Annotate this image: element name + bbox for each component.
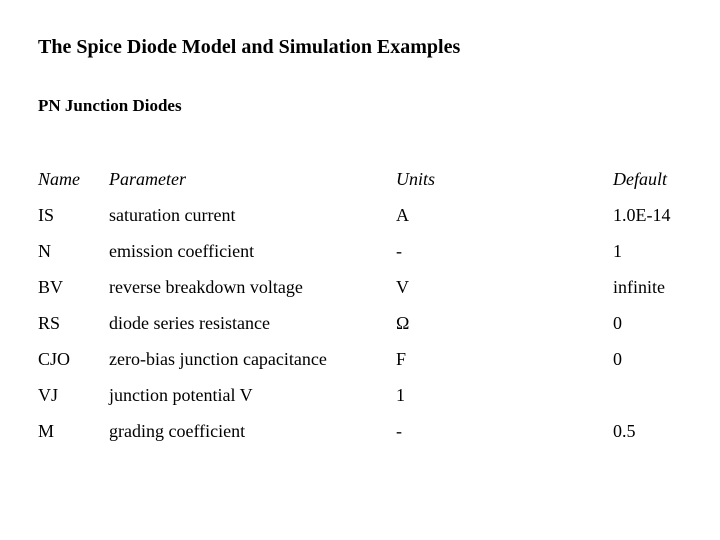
row-units: Ω (396, 313, 410, 333)
row-default: 0.5 (613, 421, 636, 441)
row-name: CJO (38, 349, 71, 369)
row-name: BV (38, 277, 64, 297)
header-default: Default (613, 169, 667, 189)
row-name: VJ (38, 385, 59, 405)
row-units: V (396, 277, 409, 297)
row-default: 0 (613, 349, 622, 369)
row-units: F (396, 349, 407, 369)
row-units: - (396, 241, 402, 261)
row-default: 1 (613, 241, 622, 261)
header-parameter: Parameter (109, 169, 186, 189)
header-name: Name (38, 169, 80, 189)
row-name: RS (38, 313, 61, 333)
header-units: Units (396, 169, 436, 189)
row-default: 1.0E-14 (613, 205, 671, 225)
row-parameter: reverse breakdown voltage (109, 277, 303, 297)
row-parameter: diode series resistance (109, 313, 270, 333)
row-name: N (38, 241, 51, 261)
row-name: M (38, 421, 55, 441)
row-parameter: saturation current (109, 205, 236, 225)
row-units: - (396, 421, 402, 441)
row-name: IS (38, 205, 55, 225)
row-units: A (396, 205, 409, 225)
page-title: The Spice Diode Model and Simulation Examples (38, 36, 461, 58)
row-parameter: emission coefficient (109, 241, 255, 261)
row-parameter: zero-bias junction capacitance (109, 349, 327, 369)
row-units: 1 (396, 385, 405, 405)
row-default: 0 (613, 313, 622, 333)
section-subtitle: PN Junction Diodes (38, 96, 182, 115)
row-parameter: junction potential V (109, 385, 253, 405)
row-default: infinite (613, 277, 665, 297)
row-parameter: grading coefficient (109, 421, 246, 441)
